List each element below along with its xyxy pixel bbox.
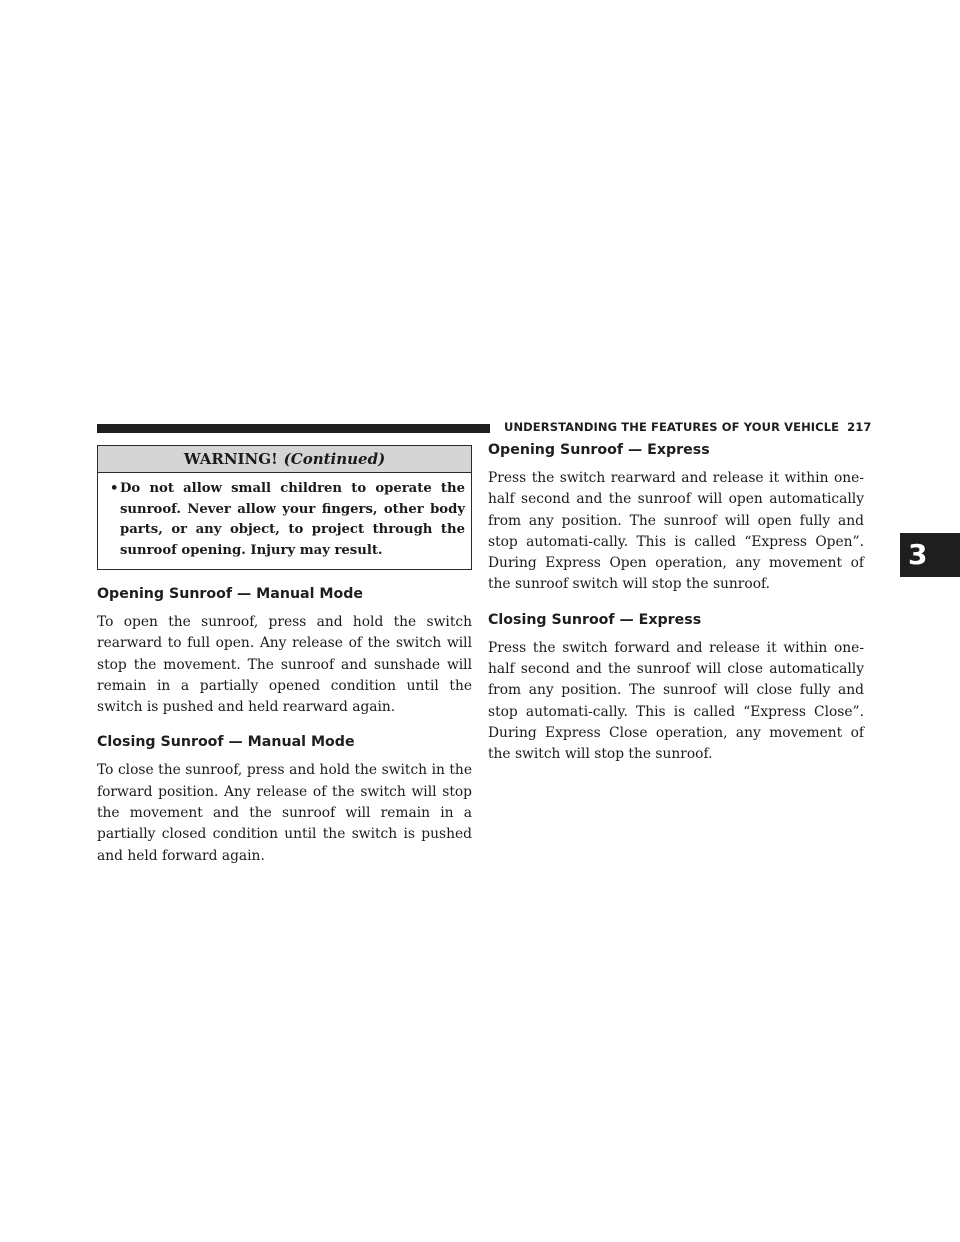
section-opening-express <box>488 440 864 596</box>
warning-header <box>98 446 471 473</box>
section-body: Press the switch rearward and release it within one-half second and the sunroof will open automatically from any position. The sunroof will open fully and stop automati-cally. This is called “Express Open”. During Express Open operation, any movement of the sunroof switch will stop the sunroof. <box>488 470 864 593</box>
warning-text: Do not allow small children to operate the sunroof. Never allow your fingers, other body parts, or any object, to project through the sunroof opening. Injury may result. <box>120 481 465 558</box>
bullet-icon: • <box>110 481 119 496</box>
section-closing-manual <box>97 732 472 866</box>
warning-title: WARNING! <box>183 450 278 468</box>
right-column <box>488 440 864 766</box>
running-header <box>504 419 871 435</box>
section-body: Press the switch forward and release it within one-half second and the sunroof will close automatically from any position. The sunroof will close fully and stop automati-cally. This is called “Express Close”. During Express Close operation, any movement of the switch will stop the sunroof. <box>488 639 864 763</box>
left-column <box>97 445 472 867</box>
warning-continued: (Continued) <box>283 450 386 468</box>
section-body: To open the sunroof, press and hold the switch rearward to full open. Any release of the switch will stop the movement. The sunroof and sunshade will remain in a partially opened condition until the switch is pushed and held rearward again. <box>97 614 472 716</box>
section-opening-manual <box>97 584 472 718</box>
page-number: 217 <box>847 420 872 434</box>
section-heading: Opening Sunroof — Manual Mode <box>97 586 364 602</box>
warning-box <box>97 445 472 570</box>
section-heading: Opening Sunroof — Express <box>488 442 710 458</box>
section-closing-express <box>488 610 864 766</box>
chapter-tab: 3 <box>900 533 960 577</box>
header-rule <box>97 424 490 433</box>
section-body: To close the sunroof, press and hold the switch in the forward position. Any release of the switch will stop the movement and the sunroof will remain in a partially closed condition until the switch is pushed and held forward again. <box>97 762 472 864</box>
section-heading: Closing Sunroof — Manual Mode <box>97 734 355 751</box>
section-title: UNDERSTANDING THE FEATURES OF YOUR VEHICLE <box>504 420 840 434</box>
warning-body <box>98 473 471 569</box>
section-heading: Closing Sunroof — Express <box>488 611 702 628</box>
